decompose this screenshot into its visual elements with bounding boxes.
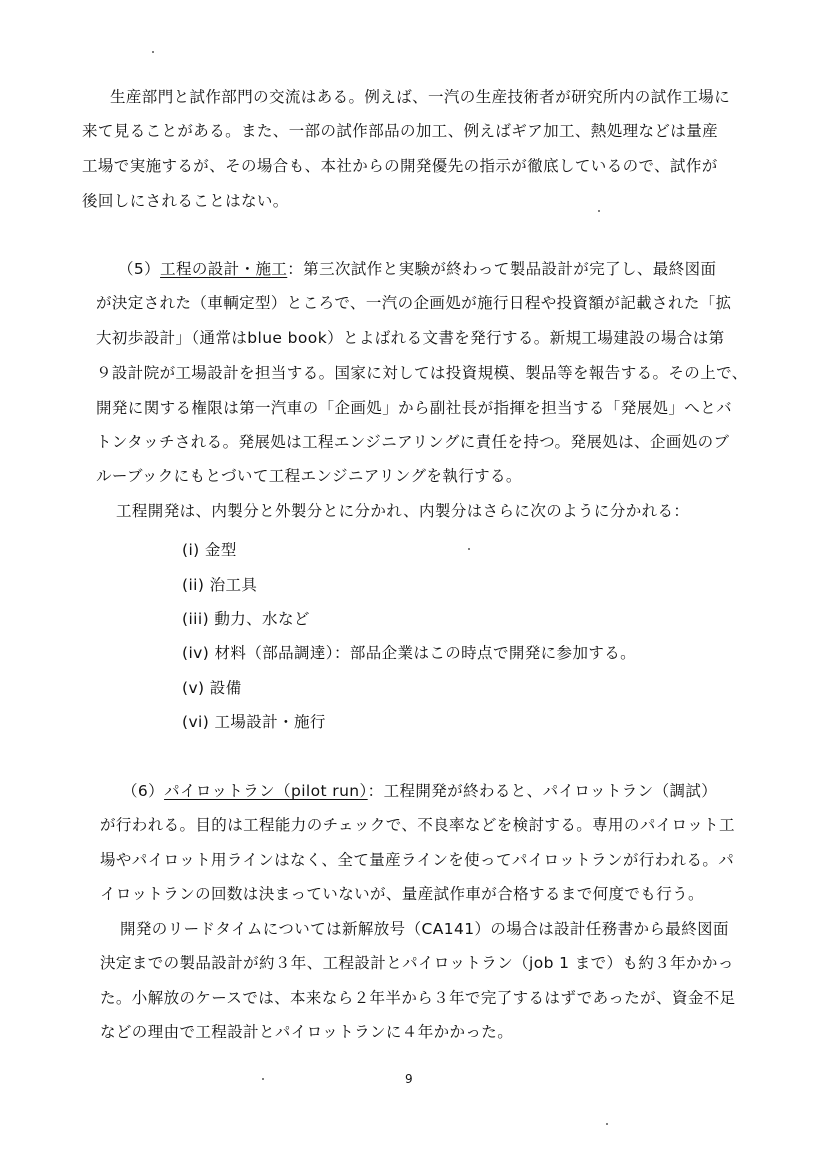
scan-speck [606, 1123, 608, 1125]
page-number: 9 [405, 1072, 413, 1086]
text-line: 決定までの製品設計が約３年、工程設計とパイロットラン（job 1 まで）も約３年かかっ [100, 954, 734, 972]
section-6-first-line [122, 781, 717, 801]
text-line: ９設計院が工場設計を担当する。国家に対しては投資規模、製品等を報告する。その上で、 [96, 364, 748, 382]
text-line: 来て見ることがある。また、一部の試作部品の加工、例えばギア加工、熱処理などは量産 [82, 122, 719, 140]
text-line: 工程開発は、内製分と外製分とに分かれ、内製分はさらに次のように分かれる： [116, 502, 690, 520]
text-line: 開発に関する権限は第一汽車の「企画処」から副社長が指揮を担当する「発展処」へとバ [96, 399, 733, 417]
list-item: (iv) 材料（部品調達）：部品企業はこの時点で開発に参加する。 [182, 644, 637, 662]
text-line: トンタッチされる。発展処は工程エンジニアリングに責任を持つ。発展処は、企画処のブ [96, 433, 730, 451]
text-line: が行われる。目的は工程能力のチェックで、不良率などを検討する。専用のパイロット工 [100, 816, 735, 834]
text-line: 場やパイロット用ラインはなく、全て量産ラインを使ってパイロットランが行われる。パ [100, 851, 735, 869]
scan-speck [262, 1078, 264, 1080]
scan-speck [152, 51, 154, 53]
list-item: (iii) 動力、水など [182, 610, 310, 628]
section-6-heading: パイロットラン（pilot run） [164, 782, 368, 800]
section-5-number: （5） [118, 260, 161, 278]
scan-speck [468, 548, 470, 550]
section-5-text: ：第三次試作と実験が終わって製品設計が完了し、最終図面 [287, 260, 717, 278]
section-5-first-line [118, 259, 716, 279]
section-5-heading: 工程の設計・施工 [160, 260, 288, 278]
scan-speck [598, 210, 600, 212]
text-line: 大初歩設計」（通常はblue book）とよばれる文書を発行する。新規工場建設の場合は第 [96, 329, 725, 347]
text-line: 後回しにされることはない。 [82, 192, 289, 210]
text-line: などの理由で工程設計とパイロットランに４年かかった。 [100, 1023, 514, 1041]
section-6-text: ：工程開発が終わると、パイロットラン（調試） [367, 782, 718, 800]
list-item: (vi) 工場設計・施行 [182, 713, 326, 731]
text-line: た。小解放のケースでは、本来なら２年半から３年で完了するはずであったが、資金不足 [100, 989, 736, 1007]
text-line: ルーブックにもとづいて工程エンジニアリングを執行する。 [96, 467, 522, 485]
list-item: (ii) 治工具 [182, 576, 258, 594]
text-line: が決定された（車輌定型）ところで、一汽の企画処が施行日程や投資額が記載された「拡 [96, 294, 732, 312]
section-6-number: （6） [122, 782, 165, 800]
text-line: 開発のリードタイムについては新解放号（CA141）の場合は設計任務書から最終図面 [120, 920, 729, 938]
text-line: イロットランの回数は決まっていないが、量産試作車が合格するまで何度でも行う。 [100, 885, 704, 903]
text-line: 生産部門と試作部門の交流はある。例えば、一汽の生産技術者が研究所内の試作工場に [110, 88, 731, 106]
list-item: (i) 金型 [182, 541, 237, 559]
list-item: (v) 設備 [182, 679, 242, 697]
text-line: 工場で実施するが、その場合も、本社からの開発優先の指示が徹底しているので、試作が [82, 157, 718, 175]
